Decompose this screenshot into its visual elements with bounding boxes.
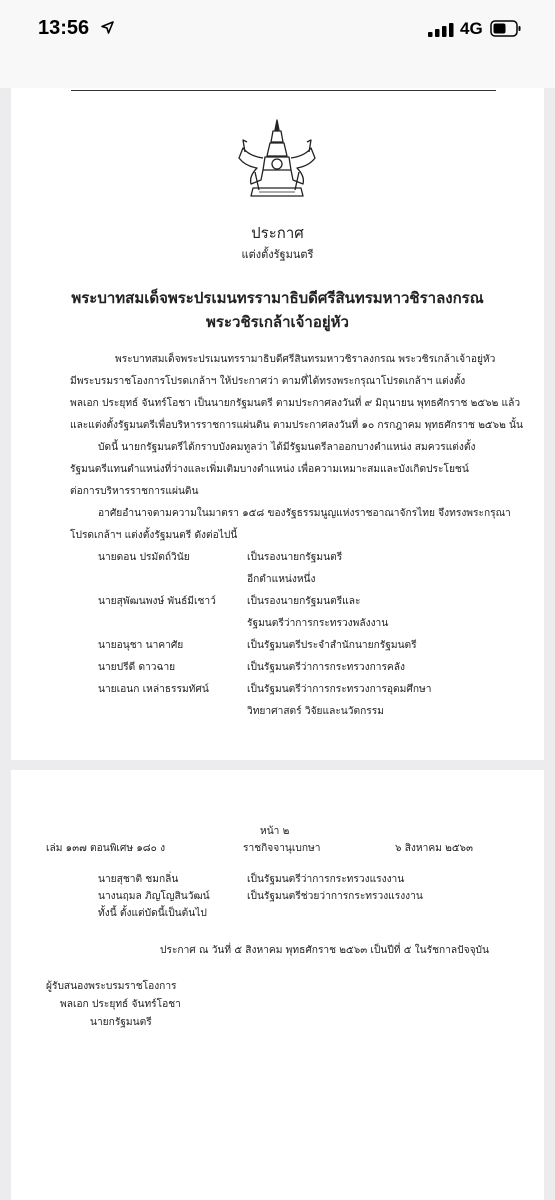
gazette-volume: เล่ม ๑๓๗ ตอนพิเศษ ๑๘๐ ง (46, 843, 166, 854)
appointee-position: เป็นรัฐมนตรีว่าการกระทรวงการอุดมศึกษา (247, 684, 432, 695)
appointee-position: อีกตำแหน่งหนึ่ง (247, 574, 316, 585)
appointee-name: นางนฤมล ภิญโญสินวัฒน์ (98, 891, 210, 902)
appointee-position: เป็นรัฐมนตรีว่าการกระทรวงแรงงาน (247, 874, 405, 885)
proclamation-date: ประกาศ ณ วันที่ ๕ สิงหาคม พุทธศักราช ๒๕๖๓ เป็นปีที่ ๕ ในรัชกาลปัจจุบัน (160, 945, 489, 956)
countersign-title: นายกรัฐมนตรี (90, 1017, 152, 1028)
paragraph-line: รัฐมนตรีแทนตำแหน่งที่ว่างและเพิ่มเติมบางตำแหน่ง เพื่อความเหมาะสมและบังเกิดประโยชน์ (70, 464, 469, 475)
appointee-position: เป็นรัฐมนตรีช่วยว่าการกระทรวงแรงงาน (247, 891, 423, 902)
appointee-name: นายเอนก เหล่าธรรมทัศน์ (98, 684, 209, 695)
king-title-line-2: พระวชิรเกล้าเจ้าอยู่หัว (206, 313, 349, 331)
network-label: 4G (460, 19, 483, 38)
appointee-position: เป็นรองนายกรัฐมนตรีและ (247, 596, 361, 607)
paragraph-line: พลเอก ประยุทธ์ จันทร์โอชา เป็นนายกรัฐมนตรี ตามประกาศลงวันที่ ๙ มิถุนายน พุทธศักราช ๒๕๖๒ แล้ว (70, 398, 521, 409)
paragraph-line: ต่อการบริหารราชการแผ่นดิน (70, 486, 199, 497)
appointee-name: นายดอน ปรมัตถ์วินัย (98, 552, 190, 563)
announcement-title: ประกาศ (251, 224, 304, 242)
status-bar (0, 0, 555, 88)
appointee-name: นายอนุชา นาคาศัย (98, 640, 184, 651)
royal-emblem-icon (229, 118, 325, 202)
appointee-position: รัฐมนตรีว่าการกระทรวงพลังงาน (247, 618, 389, 629)
page-number: หน้า ๒ (260, 826, 290, 837)
location-arrow-icon (101, 21, 114, 34)
effective-clause: ทั้งนี้ ตั้งแต่บัดนี้เป็นต้นไป (98, 908, 207, 919)
paragraph-line: มีพระบรมราชโองการโปรดเกล้าฯ ให้ประกาศว่า ตามที่ได้ทรงพระกรุณาโปรดเกล้าฯ แต่งตั้ง (70, 376, 466, 387)
appointee-name: นายสุชาติ ชมกลิ่น (98, 874, 179, 885)
signal-bars-icon (428, 23, 455, 37)
paragraph-line: โปรดเกล้าฯ แต่งตั้งรัฐมนตรี ดังต่อไปนี้ (70, 530, 238, 541)
document-page-2 (11, 770, 544, 1200)
paragraph-line: บัดนี้ นายกรัฐมนตรีได้กราบบังคมทูลว่า ได้มีรัฐมนตรีลาออกบางตำแหน่ง สมควรแต่งตั้ง (98, 442, 476, 453)
paragraph-line: และแต่งตั้งรัฐมนตรีเพื่อบริหารราชการแผ่นดิน ตามประกาศลงวันที่ ๑๐ กรกฎาคม พุทธศักราช ๒๕๖๒ นั้น (70, 420, 523, 431)
appointee-position: เป็นรองนายกรัฐมนตรี (247, 552, 343, 563)
appointee-position: เป็นรัฐมนตรีว่าการกระทรวงการคลัง (247, 662, 405, 673)
gazette-name: ราชกิจจานุเบกษา (243, 843, 321, 854)
paragraph-line: อาศัยอำนาจตามความในมาตรา ๑๕๘ ของรัฐธรรมนูญแห่งราชอาณาจักรไทย จึงทรงพระกรุณา (98, 508, 511, 519)
announcement-subtitle: แต่งตั้งรัฐมนตรี (241, 248, 314, 261)
status-time: 13:56 (38, 17, 90, 39)
paragraph-line: พระบาทสมเด็จพระปรเมนทรรามาธิบดีศรีสินทรมหาวชิราลงกรณ พระวชิรเกล้าเจ้าอยู่หัว (115, 354, 496, 365)
appointee-position: เป็นรัฐมนตรีประจำสำนักนายกรัฐมนตรี (247, 640, 417, 651)
appointee-position: วิทยาศาสตร์ วิจัยและนวัตกรรม (247, 706, 384, 717)
appointee-name: นายปรีดี ดาวฉาย (98, 662, 176, 673)
appointee-name: นายสุพัฒนพงษ์ พันธ์มีเชาว์ (98, 596, 216, 607)
countersign-name: พลเอก ประยุทธ์ จันทร์โอชา (60, 999, 181, 1010)
page-top-rule (71, 90, 496, 91)
king-title-line-1: พระบาทสมเด็จพระปรเมนทรรามาธิบดีศรีสินทรมหาวชิราลงกรณ (71, 289, 484, 307)
battery-icon (490, 20, 522, 37)
document-page-1 (11, 88, 544, 760)
countersign-label: ผู้รับสนองพระบรมราชโองการ (46, 981, 177, 992)
gazette-date: ๖ สิงหาคม ๒๕๖๓ (395, 843, 473, 854)
